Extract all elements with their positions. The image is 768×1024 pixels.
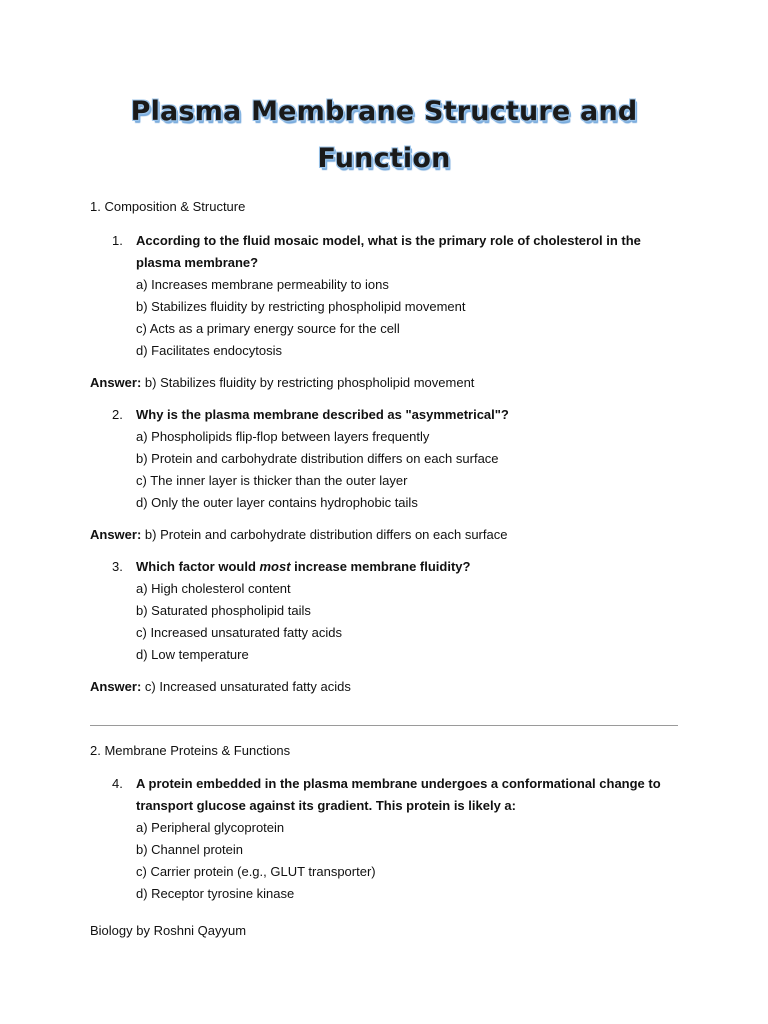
section-heading-proteins: 2. Membrane Proteins & Functions [90,743,291,758]
question-number: 2. [112,407,123,422]
question-text-start: Which factor would [136,559,260,574]
question-text: A protein embedded in the plasma membrane undergoes a conformational change to transport glucose against its gradient. This protein is likely a: [136,776,661,813]
question-number: 3. [112,559,123,574]
option-c: c) Acts as a primary energy source for the cell [136,321,400,336]
question-2 [112,404,682,514]
answer-label: Answer: [90,375,142,390]
answer-2 [90,524,507,546]
option-d: d) Facilitates endocytosis [136,343,282,358]
answer-label: Answer: [90,527,142,542]
question-text: According to the fluid mosaic model, what is the primary role of cholesterol in the plasma membrane? [136,233,641,270]
question-4 [112,773,682,905]
option-c: c) Carrier protein (e.g., GLUT transporter) [136,864,376,879]
option-a: a) Increases membrane permeability to ions [136,277,389,292]
section-divider [90,725,678,726]
option-d: d) Only the outer layer contains hydrophobic tails [136,495,418,510]
option-a: a) Peripheral glycoprotein [136,820,285,835]
answer-label: Answer: [90,679,142,694]
option-d: d) Receptor tyrosine kinase [136,886,295,901]
option-a: a) High cholesterol content [136,581,291,596]
answer-text: b) Stabilizes fluidity by restricting phospholipid movement [144,375,475,390]
option-c: c) The inner layer is thicker than the outer layer [136,473,408,488]
option-d: d) Low temperature [136,647,249,662]
option-c: c) Increased unsaturated fatty acids [136,625,342,640]
question-text [136,556,682,578]
option-b: b) Saturated phospholipid tails [136,603,311,618]
option-a: a) Phospholipids flip-flop between layers frequently [136,429,430,444]
option-b: b) Stabilizes fluidity by restricting phospholipid movement [136,299,466,314]
answer-text: b) Protein and carbohydrate distribution differs on each surface [144,527,508,542]
question-text: Why is the plasma membrane described as "asymmetrical"? [136,407,509,422]
question-text-end: increase membrane fluidity? [290,559,471,574]
page-title-line-2: Function [317,143,451,174]
option-b: b) Protein and carbohydrate distribution differs on each surface [136,451,499,466]
question-1 [112,230,682,362]
question-3 [112,556,682,666]
page-title-line-1: Plasma Membrane Structure and [130,96,638,127]
option-b: b) Channel protein [136,842,243,857]
answer-3 [90,676,351,698]
section-heading-composition: 1. Composition & Structure [90,199,246,214]
question-number: 1. [112,233,123,248]
footer-credit: Biology by Roshni Qayyum [90,923,247,938]
answer-1 [90,372,474,394]
question-text-emphasis: most [259,559,291,574]
question-number: 4. [112,776,123,791]
answer-text: c) Increased unsaturated fatty acids [144,679,351,694]
